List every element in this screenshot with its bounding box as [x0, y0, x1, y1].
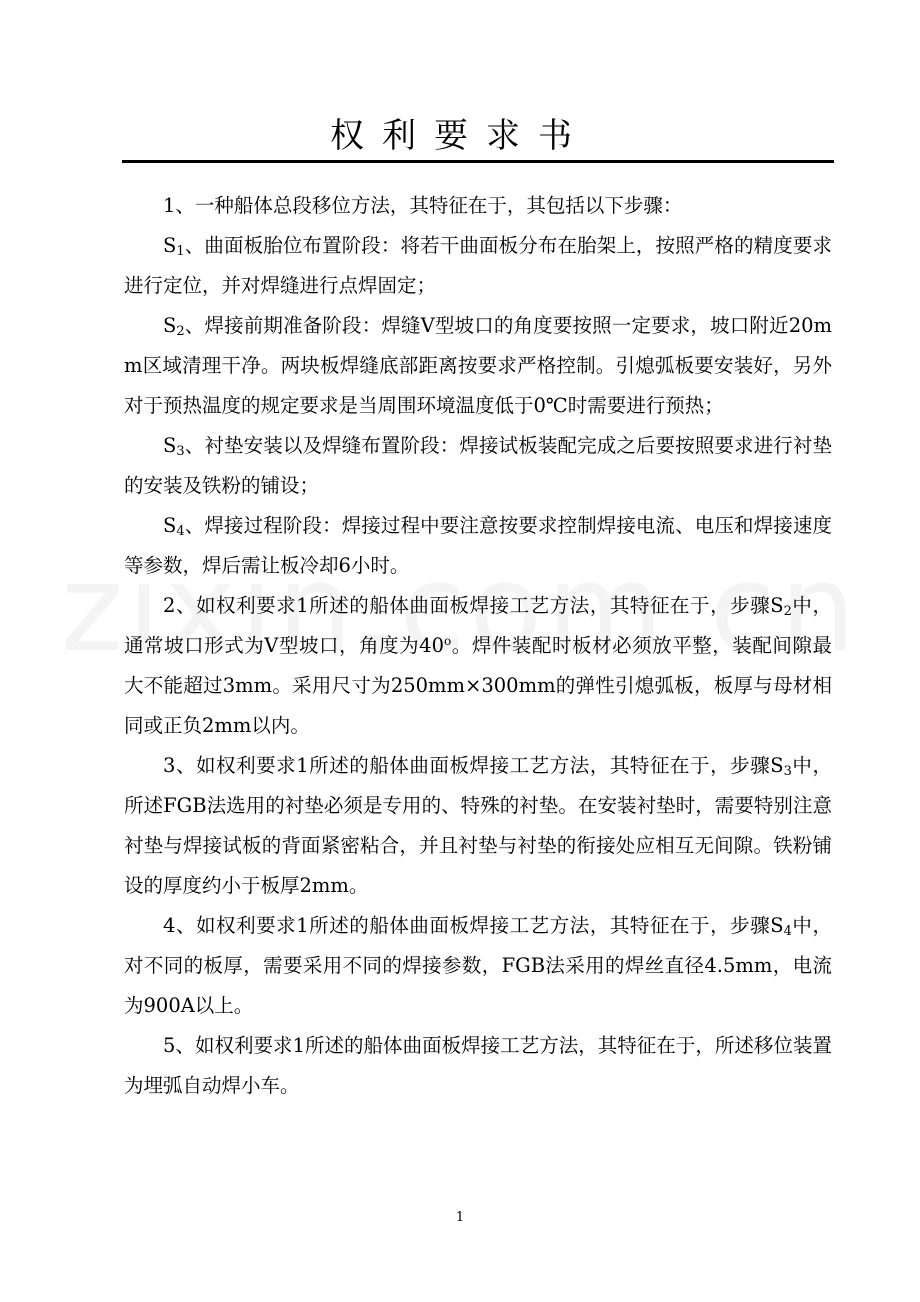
claim-paragraph-s1 [124, 226, 832, 306]
claim-text: 3、如权利要求1所述的船体曲面板焊接工艺方法，其特征在于，步骤S [163, 754, 784, 777]
claim-paragraph-c2 [124, 586, 832, 746]
claim-text: 4、如权利要求1所述的船体曲面板焊接工艺方法，其特征在于，步骤S [163, 914, 784, 937]
claim-text: 中，对不同的板厚，需要采用不同的焊接参数，FGB法采用的焊丝直径4.5mm，电流为900A以上。 [124, 914, 832, 1017]
claim-text: 。焊件装配时板材必须放平整，装配间隙最大不能超过3mm。采用尺寸为250mm×300mm的弹性引熄弧板，板厚与母材相同或正负2mm以内。 [124, 634, 832, 737]
title-divider [122, 160, 834, 163]
claim-text: S [163, 434, 177, 457]
subscript: 4 [783, 924, 792, 939]
claim-text: 5、如权利要求1所述的船体曲面板焊接工艺方法，其特征在于，所述移位装置为埋弧自动焊小车。 [124, 1034, 832, 1097]
claims-body [124, 186, 832, 1106]
claim-text: S [163, 514, 177, 537]
claim-text: S [163, 314, 177, 337]
claim-text: 2、如权利要求1所述的船体曲面板焊接工艺方法，其特征在于，步骤S [163, 594, 784, 617]
claim-paragraph-s4 [124, 506, 832, 586]
claim-paragraph-s3 [124, 426, 832, 506]
page-title: 权利要求书 [330, 116, 590, 156]
claim-text: 、焊接过程阶段：焊接过程中要注意按要求控制焊接电流、电压和焊接速度等参数，焊后需让板冷却6小时。 [124, 514, 832, 577]
page-number: 1 [455, 1210, 465, 1225]
subscript: 2 [783, 604, 792, 619]
claim-text: 、焊接前期准备阶段：焊缝V型坡口的角度要按照一定要求，坡口附近20mm区域清理干净。两块板焊缝底部距离按要求严格控制。引熄弧板要安装好，另外对于预热温度的规定要求是当周围环境温度低于0℃时需要进行预热； [124, 314, 832, 417]
claim-text: 、衬垫安装以及焊缝布置阶段：焊接试板装配完成之后要按照要求进行衬垫的安装及铁粉的铺设； [124, 434, 832, 497]
claim-text: 1、一种船体总段移位方法，其特征在于，其包括以下步骤： [163, 194, 683, 217]
subscript: 1 [176, 244, 185, 259]
claim-text: S [163, 234, 177, 257]
claim-paragraph-c5 [124, 1026, 832, 1106]
subscript: 4 [176, 524, 185, 539]
subscript: 3 [176, 444, 185, 459]
claim-paragraph-s2 [124, 306, 832, 426]
claim-text: 、曲面板胎位布置阶段：将若干曲面板分布在胎架上，按照严格的精度要求进行定位，并对焊缝进行点焊固定； [124, 234, 832, 297]
claim-paragraph-c1 [124, 186, 832, 226]
claim-paragraph-c4 [124, 906, 832, 1026]
claim-text: 中，通常坡口形式为V型坡口，角度为40 [124, 594, 832, 657]
claim-paragraph-c3 [124, 746, 832, 906]
claim-text: 中，所述FGB法选用的衬垫必须是专用的、特殊的衬垫。在安装衬垫时，需要特别注意衬垫与焊接试板的背面紧密粘合，并且衬垫与衬垫的衔接处应相互无间隙。铁粉铺设的厚度约小于板厚2mm。 [124, 754, 832, 897]
subscript: 3 [783, 764, 792, 779]
superscript: o [444, 634, 452, 648]
subscript: 2 [176, 324, 185, 339]
